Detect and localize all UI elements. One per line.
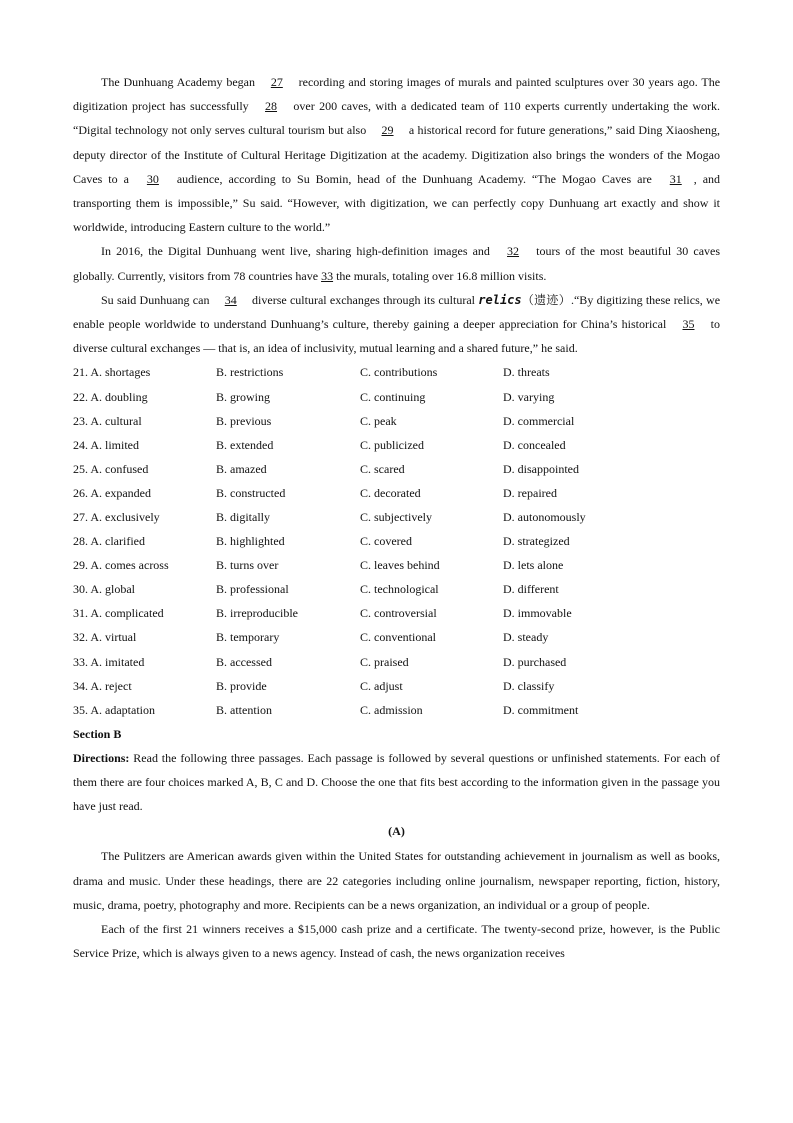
option-choice: B. provide — [216, 678, 267, 693]
option-choice: D. autonomously — [503, 510, 586, 524]
directions — [73, 746, 720, 819]
option-choice: B. professional — [216, 582, 289, 597]
option-row — [73, 625, 720, 649]
passage-label: (A) — [388, 824, 405, 839]
passage-paragraph-1 — [73, 70, 720, 239]
option-choice: 23. A. cultural — [73, 413, 142, 428]
option-choice: D. repaired — [503, 485, 557, 500]
text: The Dunhuang Academy began — [101, 75, 256, 89]
option-row — [73, 433, 720, 457]
option-choice: B. previous — [216, 413, 272, 428]
option-choice: 32. A. virtual — [73, 630, 137, 645]
option-choice: B. digitally — [216, 510, 270, 524]
option-choice: C. decorated — [360, 485, 421, 500]
option-choice: D. commitment — [503, 702, 579, 717]
option-choice: B. turns over — [216, 558, 279, 573]
option-choice: C. conventional — [360, 630, 436, 645]
option-choice: C. leaves behind — [360, 558, 440, 573]
option-choice: B. attention — [216, 702, 272, 717]
option-choice: 30. A. global — [73, 582, 135, 597]
blank-35: 35 — [682, 317, 695, 332]
relics-term: relics — [478, 292, 522, 307]
option-choice: B. extended — [216, 437, 274, 452]
option-row — [73, 481, 720, 505]
text: to diverse cultural exchanges — that is, an idea of inclusivity, mutual learning and a shared future,” he said. — [73, 317, 721, 356]
option-choice: C. admission — [360, 702, 423, 717]
option-choice: C. peak — [360, 413, 397, 428]
blank-34: 34 — [224, 292, 237, 307]
option-choice: 34. A. reject — [73, 678, 132, 693]
option-choice: 25. A. confused — [73, 461, 149, 476]
option-row — [73, 457, 720, 481]
option-choice: C. continuing — [360, 389, 426, 404]
option-row — [73, 674, 720, 698]
text: , and transporting them is impossible,” Su said. “However, with digitization, we can perfectly copy Dunhuang art exactly and show it worldwide, introducing Eastern culture to the world.” — [73, 171, 721, 235]
directions-text: Read the following three passages. Each passage is followed by several questions or unfinished statements. For each of them there are four choices marked A, B, C and D. Choose the one that fits best according to the information given in the passage you have just read. — [73, 750, 720, 814]
option-row — [73, 698, 720, 722]
option-choice: D. commercial — [503, 413, 575, 428]
passage-a-paragraph-1: The Pulitzers are American awards given within the United States for outstanding achievement in journalism as well as books, drama and music. Under these headings, there are 22 categories including online journalism, newspaper reporting, fiction, history, music, drama, poetry, photography and more. Recipients can be a news organization, an individual or a group of people. — [73, 849, 720, 912]
passage-paragraph-2 — [73, 239, 720, 287]
section-title: Section B — [73, 726, 122, 741]
option-choice: 28. A. clarified — [73, 534, 145, 549]
option-choice: D. concealed — [503, 437, 566, 452]
option-choice: B. amazed — [216, 461, 267, 476]
blank-27: 27 — [270, 75, 283, 89]
blank-30: 30 — [146, 171, 159, 186]
directions-label: Directions: — [73, 750, 130, 765]
option-choice: B. restrictions — [216, 365, 284, 380]
option-choice: 26. A. expanded — [73, 485, 151, 500]
option-choice: 29. A. comes across — [73, 558, 169, 573]
option-choice: C. scared — [360, 461, 405, 476]
option-choice: C. covered — [360, 534, 412, 549]
option-choice: D. strategized — [503, 534, 570, 549]
option-choice: 24. A. limited — [73, 437, 139, 452]
option-choice: B. temporary — [216, 630, 280, 645]
option-choice: C. contributions — [360, 365, 438, 380]
option-row — [73, 409, 720, 433]
option-choice: C. publicized — [360, 437, 424, 452]
option-choice: D. threats — [503, 365, 550, 380]
blank-29: 29 — [381, 123, 394, 138]
text: a historical record for future generations,” said Ding Xiaosheng, deputy director of the Institute of Cultural Heritage Digitization at the academy. Digitization also brings the wonders of the Mogao Caves to a — [73, 123, 721, 186]
text: recording and storing images of murals and painted sculptures over 30 years ago. The digitization project has successfully — [73, 75, 721, 114]
text: “By digitizing these relics, we enable people worldwide to understand Dunhuang’s culture, thereby gaining a deeper appreciation for China’s historical — [73, 292, 721, 332]
blank-32: 32 — [507, 244, 520, 259]
option-row — [73, 650, 720, 674]
option-choice: C. controversial — [360, 606, 437, 621]
text: tours of the most beautiful 30 caves globally. Currently, visitors from 78 countries have — [73, 244, 721, 283]
option-choice: D. varying — [503, 389, 555, 404]
text: diverse cultural exchanges through its cultural — [252, 292, 475, 307]
option-row — [73, 553, 720, 577]
option-choice: C. subjectively — [360, 510, 432, 524]
option-choice: 31. A. complicated — [73, 606, 164, 621]
answer-options — [73, 360, 720, 721]
blank-28: 28 — [265, 99, 278, 114]
text: Su said Dunhuang can — [101, 292, 210, 307]
relics-gloss: （遗迹）. — [521, 292, 574, 307]
option-row — [73, 577, 720, 601]
option-choice: D. different — [503, 582, 559, 597]
option-choice: 22. A. doubling — [73, 389, 148, 404]
option-choice: D. lets alone — [503, 558, 564, 573]
option-row — [73, 529, 720, 553]
passage-a-paragraph-2: Each of the first 21 winners receives a $15,000 cash prize and a certificate. The twenty-second prize, however, is the Public Service Prize, which is always given to a news agency. Instead of cash, the news organization receives — [73, 922, 720, 961]
option-choice: C. adjust — [360, 678, 403, 693]
text: In 2016, the Digital Dunhuang went live, sharing high-definition images and — [101, 244, 490, 259]
option-choice: C. praised — [360, 654, 409, 669]
option-choice: 33. A. imitated — [73, 654, 145, 669]
option-choice: C. technological — [360, 582, 439, 597]
option-choice: B. irreproducible — [216, 606, 298, 621]
option-choice: B. highlighted — [216, 534, 285, 549]
option-choice: D. classify — [503, 678, 555, 693]
blank-31: 31 — [669, 171, 682, 186]
text: over 200 caves, with a dedicated team of 110 experts currently undertaking the work. “Digital technology not only serves cultural tourism but also — [73, 99, 721, 138]
document-page — [73, 70, 720, 965]
option-choice: D. disappointed — [503, 461, 579, 476]
option-choice: 35. A. adaptation — [73, 702, 155, 717]
option-row — [73, 360, 720, 384]
option-choice: D. steady — [503, 630, 549, 645]
option-choice: D. purchased — [503, 654, 567, 669]
option-choice: B. constructed — [216, 485, 286, 500]
option-choice: B. accessed — [216, 654, 272, 669]
option-choice: B. growing — [216, 389, 270, 404]
option-choice: 21. A. shortages — [73, 365, 151, 380]
option-row — [73, 385, 720, 409]
option-choice: 27. A. exclusively — [73, 510, 160, 524]
option-choice: D. immovable — [503, 606, 572, 621]
passage-paragraph-3 — [73, 288, 720, 361]
option-row — [73, 505, 720, 529]
text: the murals, totaling over 16.8 million visits. — [336, 268, 547, 283]
option-row — [73, 601, 720, 625]
blank-33: 33 — [321, 268, 334, 283]
text: audience, according to Su Bomin, head of the Dunhuang Academy. “The Mogao Caves are — [176, 171, 652, 186]
